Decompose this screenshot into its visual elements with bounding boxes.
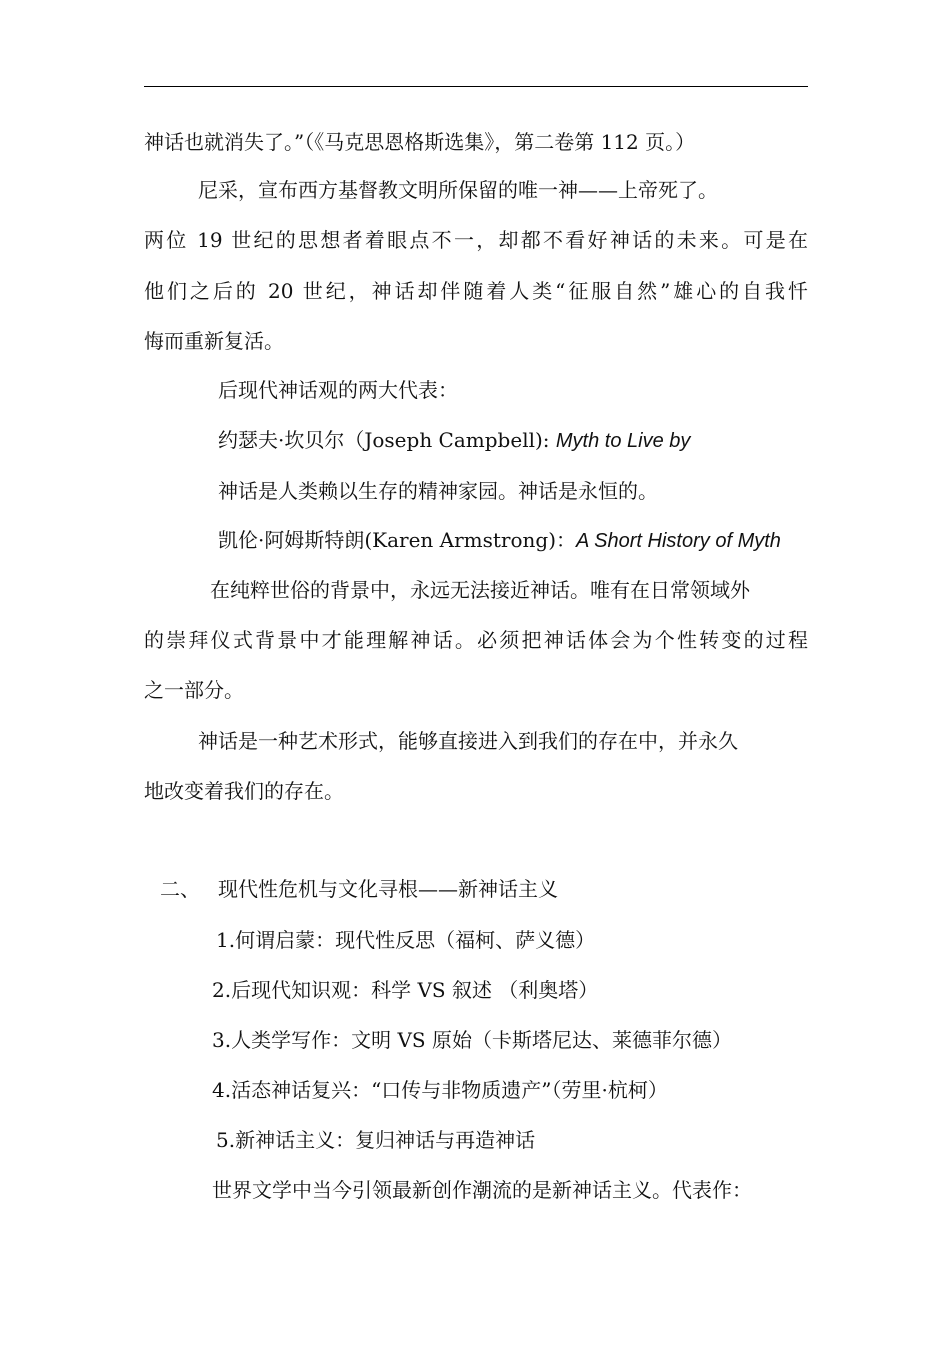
list-item: 4.活态神话复兴：“口传与非物质遗产”（劳里·杭柯） (212, 1078, 668, 1102)
subheading: 后现代神话观的两大代表： (218, 378, 458, 402)
list-item: 1.何谓启蒙：现代性反思（福柯、萨义德） (216, 928, 596, 952)
paragraph-line: 尼采，宣布西方基督教文明所保留的唯一神——上帝死了。 (198, 178, 718, 202)
citation-line (218, 425, 690, 456)
list-item: 2.后现代知识观：科学 VS 叙述 （利奥塔） (212, 978, 599, 1002)
list-item: 3.人类学写作：文明 VS 原始（卡斯塔尼达、莱德菲尔德） (212, 1028, 732, 1052)
paragraph-line: 神话是人类赖以生存的精神家园。神话是永恒的。 (218, 479, 658, 503)
header-rule (144, 86, 808, 87)
paragraph-line: 的崇拜仪式背景中才能理解神话。必须把神话体会为个性转变的过程 (144, 628, 808, 652)
paragraph-line: 在纯粹世俗的背景中，永远无法接近神话。唯有在日常领域外 (210, 578, 750, 602)
paragraph-line: 神话是一种艺术形式，能够直接进入到我们的存在中，并永久 (198, 729, 738, 753)
paragraph-line: 两位 19 世纪的思想者着眼点不一，却都不看好神话的未来。可是在 (144, 228, 808, 252)
paragraph-line: 悔而重新复活。 (144, 329, 284, 353)
paragraph-line: 地改变着我们的存在。 (144, 779, 344, 803)
book-title: A Short History of Myth (576, 530, 781, 552)
list-item: 5.新神话主义：复归神话与再造神话 (216, 1128, 536, 1152)
section-title: 现代性危机与文化寻根——新神话主义 (218, 877, 558, 901)
paragraph-line: 他们之后的 20 世纪，神话却伴随着人类“征服自然”雄心的自我忏 (144, 279, 808, 303)
paragraph-line: 神话也就消失了。”（《马克思恩格斯选集》，第二卷第 112 页。） (144, 130, 696, 154)
paragraph-line: 之一部分。 (144, 678, 244, 702)
paragraph-line: 世界文学中当今引领最新创作潮流的是新神话主义。代表作： (212, 1178, 752, 1202)
author-name: 约瑟夫·坎贝尔（Joseph Campbell): (218, 428, 556, 452)
book-title: Myth to Live by (555, 430, 691, 452)
citation-line (218, 525, 781, 556)
author-name: 凯伦·阿姆斯特朗(Karen Armstrong)： (218, 528, 577, 552)
section-number: 二、 (160, 877, 200, 901)
